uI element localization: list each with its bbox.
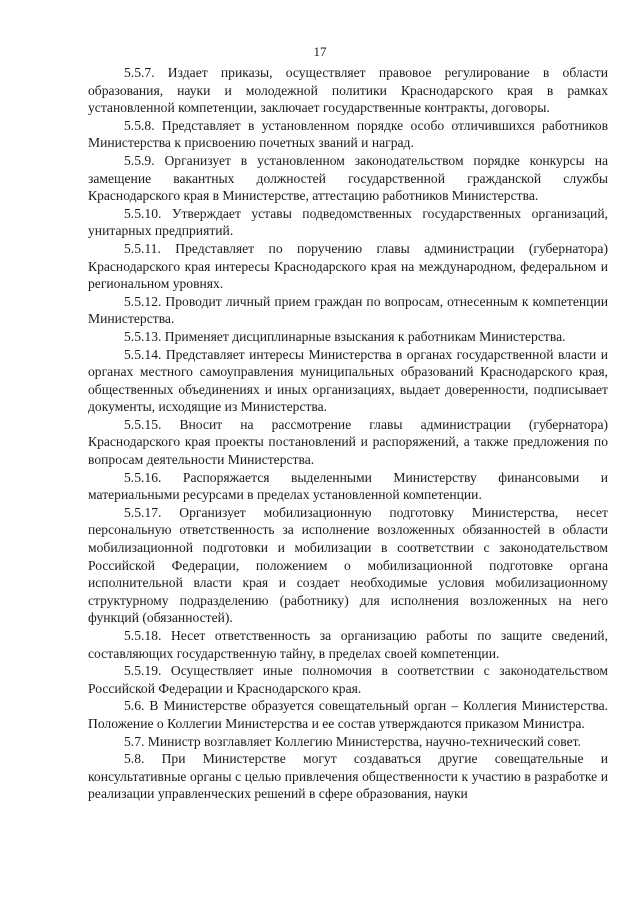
paragraph-5-5-14: 5.5.14. Представляет интересы Министерства в органах государственной власти и органах местного самоуправления муниципальных образований Краснодарского края, общественных объединениях и иных организациях, выдает доверенности, подписывает документы, исходящие из Министерства. — [88, 346, 608, 415]
paragraph-5-7: 5.7. Министр возглавляет Коллегию Министерства, научно-технический совет. — [124, 733, 581, 749]
paragraph-5-5-11: 5.5.11. Представляет по поручению главы администрации (губернатора) Краснодарского края интересы Краснодарского края на международном, федеральном и региональном уровнях. — [88, 240, 608, 292]
paragraph-5-5-16: 5.5.16. Распоряжается выделенными Министерству финансовыми и материальными ресурсами в пределах установленной компетенции. — [88, 469, 608, 503]
paragraph-5-5-18: 5.5.18. Несет ответственность за организацию работы по защите сведений, составляющих государственную тайну, в пределах своей компетенции. — [88, 628, 608, 661]
paragraph-5-5-10: 5.5.10. Утверждает уставы подведомственных государственных организаций, унитарных предприятий. — [88, 205, 608, 239]
paragraph-5-8: 5.8. При Министерстве могут создаваться другие совещательные и консультативные органы с целью привлечения общественности к участию в разработке и реализации управленческих решений в сфере образования, науки — [88, 751, 608, 802]
paragraph-5-5-12: 5.5.12. Проводит личный прием граждан по вопросам, отнесенным к компетенции Министерства. — [88, 293, 608, 327]
paragraph-5-5-7: 5.5.7. Издает приказы, осуществляет правовое регулирование в области образования, науки и молодежной политики Краснодарского края в рамках установленной компетенции, заключает государственные контракты, договоры. — [88, 65, 608, 116]
document-body — [88, 64, 608, 803]
page-number: 17 — [313, 44, 327, 59]
paragraph-5-5-8: 5.5.8. Представляет в установленном порядке особо отличившихся работников Министерства к присвоению почетных званий и наград. — [88, 117, 608, 151]
paragraph-5-5-15: 5.5.15. Вносит на рассмотрение главы администрации (губернатора) Краснодарского края проекты постановлений и распоряжений, а также предложения по вопросам деятельности Министерства. — [88, 416, 608, 468]
paragraph-5-5-19: 5.5.19. Осуществляет иные полномочия в соответствии с законодательством Российской Федерации и Краснодарского края. — [88, 663, 608, 696]
paragraph-5-6: 5.6. В Министерстве образуется совещательный орган – Коллегия Министерства. Положение о Коллегии Министерства и ее состав утверждаются приказом Министра. — [88, 698, 608, 731]
paragraph-5-5-13: 5.5.13. Применяет дисциплинарные взыскания к работникам Министерства. — [124, 328, 566, 344]
paragraph-5-5-9: 5.5.9. Организует в установленном законодательством порядке конкурсы на замещение вакантных должностей государственной гражданской службы Краснодарского края в Министерстве, аттестацию работников Министерства. — [88, 152, 608, 204]
paragraph-5-5-17: 5.5.17. Организует мобилизационную подготовку Министерства, несет персональную ответственность за исполнение возложенных обязанностей в области мобилизационной подготовки и мобилизации в соответствии с законодательством Российской Федерации, положением о мобилизационной подготовке органа исполнительной власти края и создает необходимые условия мобилизационному структурному подразделению (работнику) для исполнения возложенных на него функций (обязанностей). — [88, 504, 608, 626]
